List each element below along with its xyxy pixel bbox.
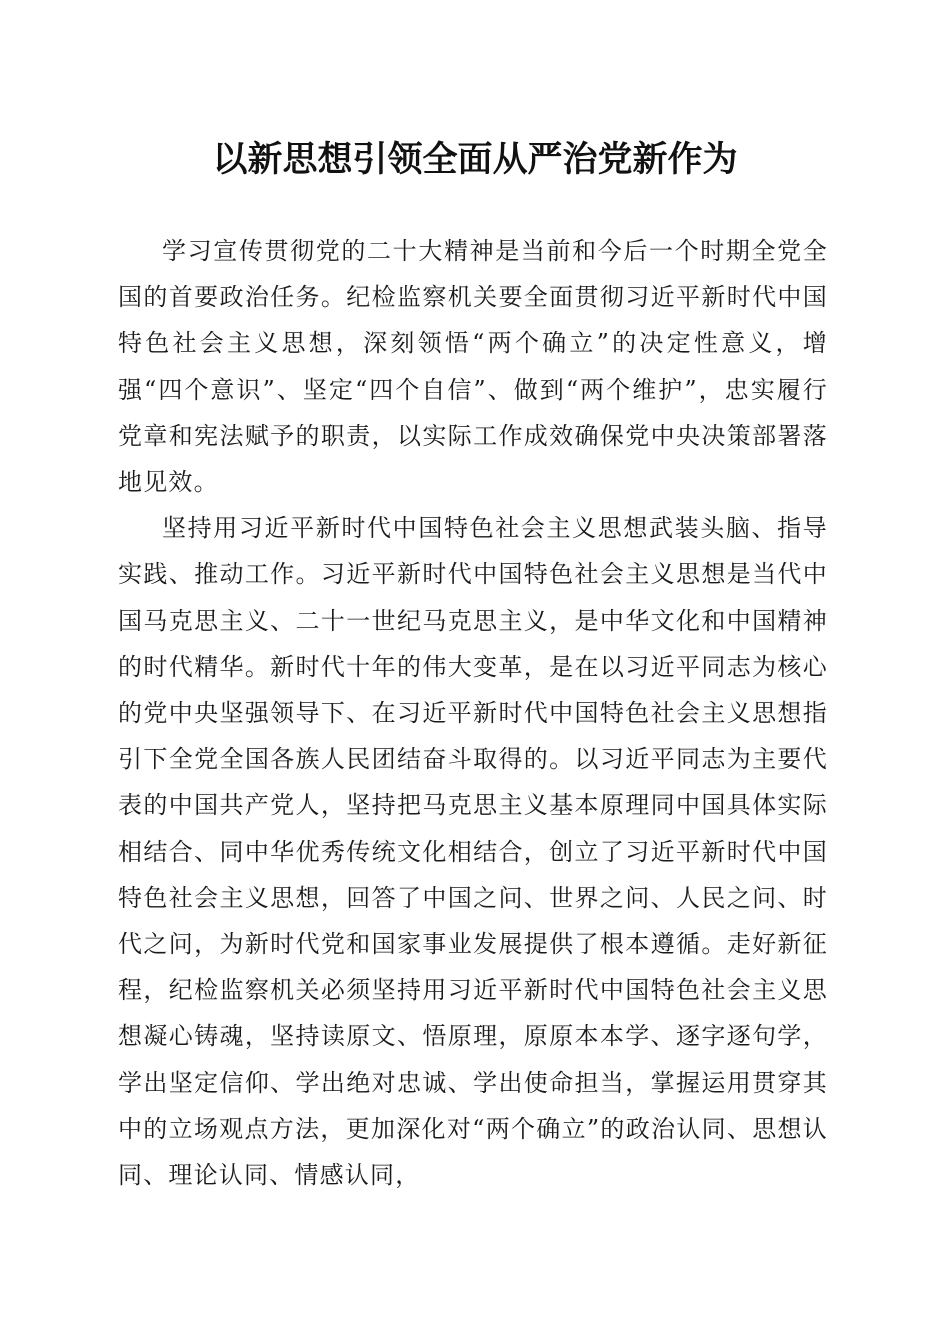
document-title: 以新思想引领全面从严治党新作为 [212, 139, 738, 180]
paragraph-main: 坚持用习近平新时代中国特色社会主义思想武装头脑、指导实践、推动工作。习近平新时代中国特色社会主义思想是当代中国马克思主义、二十一世纪马克思主义，是中华文化和中国精神的时代精华。新时代十年的伟大变革，是在以习近平同志为核心的党中央坚强领导下、在习近平新时代中国特色社会主义思想指引下全党全国各族人民团结奋斗取得的。以习近平同志为主要代表的中国共产党人，坚持把马克思主义基本原理同中国具体实际相结合、同中华优秀传统文化相结合，创立了习近平新时代中国特色社会主义思想，回答了中国之问、世界之问、人民之问、时代之问，为新时代党和国家事业发展提供了根本遵循。走好新征程，纪检监察机关必须坚持用习近平新时代中国特色社会主义思想凝心铸魂，坚持读原文、悟原理，原原本本学、逐字逐句学，学出坚定信仰、学出绝对忠诚、学出使命担当，掌握运用贯穿其中的立场观点方法，更加深化对“两个确立”的政治认同、思想认同、理论认同、情感认同， [118, 514, 828, 1190]
paragraph-intro: 学习宣传贯彻党的二十大精神是当前和今后一个时期全党全国的首要政治任务。纪检监察机关要全面贯彻习近平新时代中国特色社会主义思想，深刻领悟“两个确立”的决定性意义，增强“四个意识”、坚定“四个自信”、做到“两个维护”，忠实履行党章和宪法赋予的职责，以实际工作成效确保党中央决策部署落地见效。 [118, 237, 828, 497]
document-body [118, 228, 828, 1198]
